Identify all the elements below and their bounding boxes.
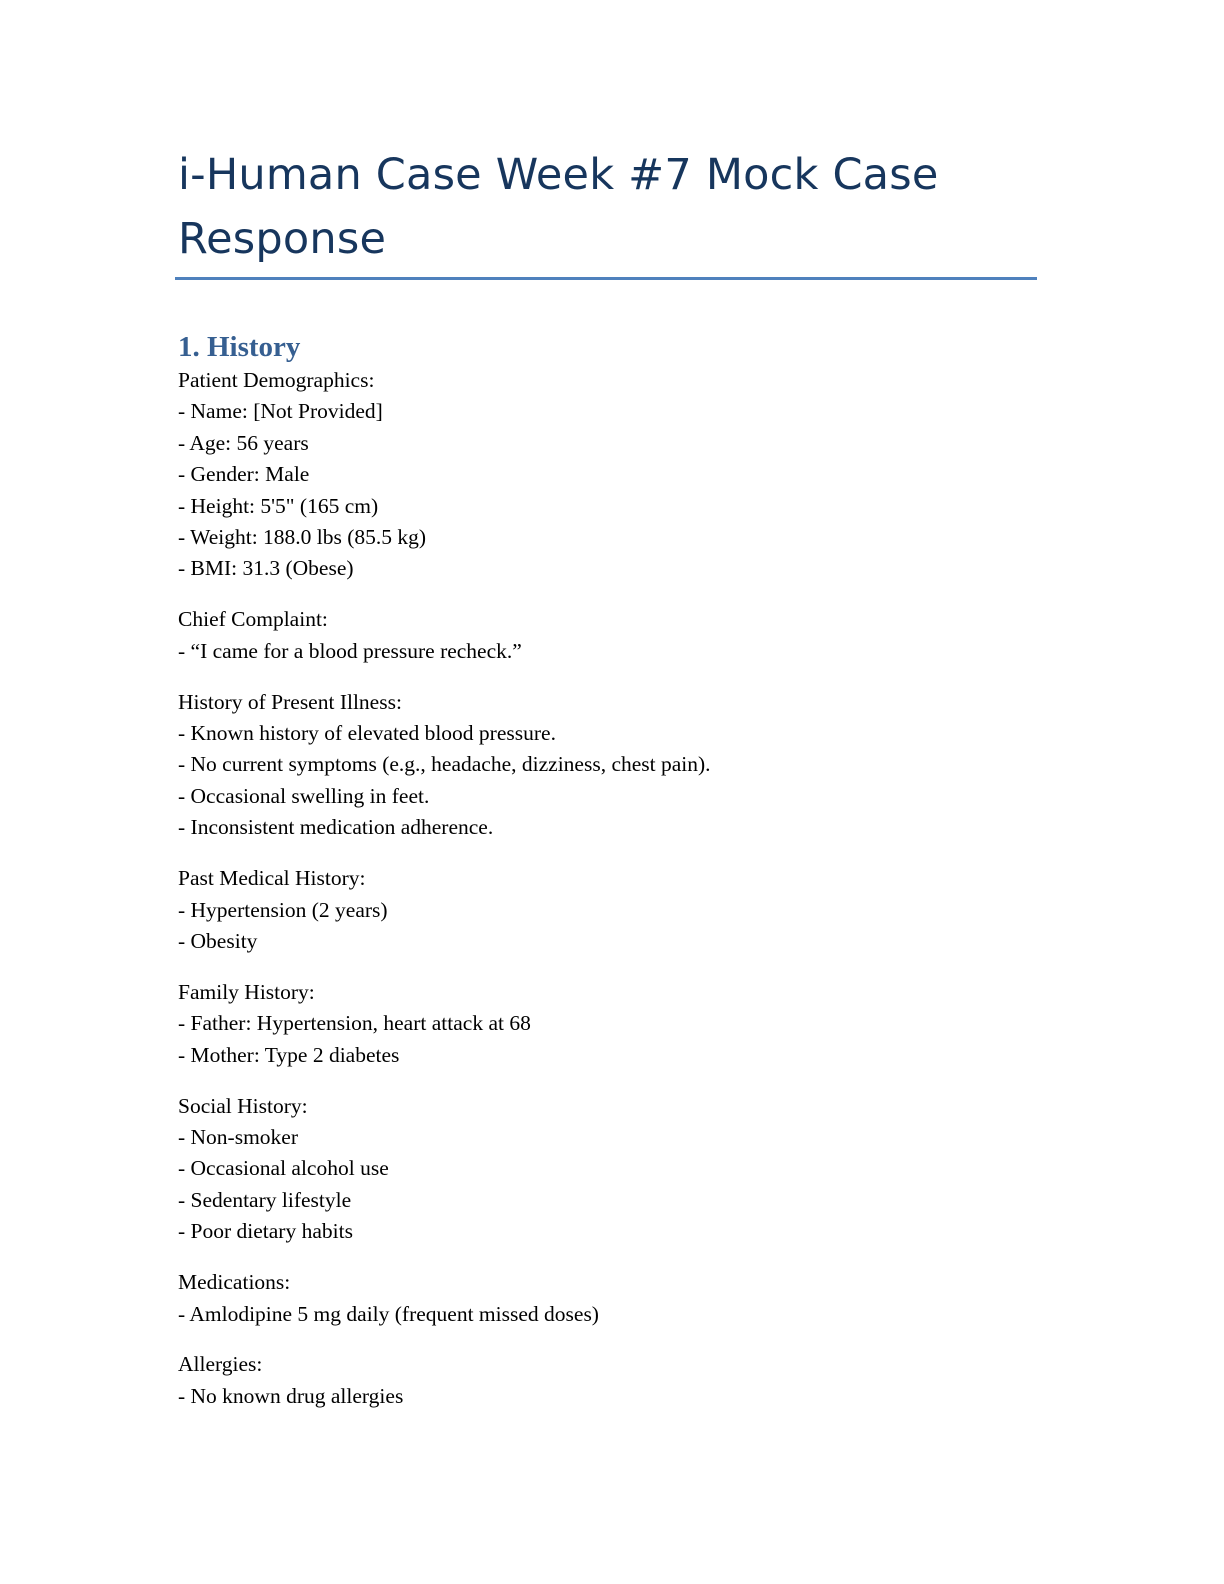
history-block-social: [178, 1091, 1038, 1248]
block-heading: History of Present Illness:: [178, 689, 402, 714]
history-block-medications: [178, 1267, 1038, 1330]
list-item: - No current symptoms (e.g., headache, dizziness, chest pain).: [178, 752, 711, 777]
list-item: - BMI: 31.3 (Obese): [178, 556, 354, 581]
history-block-chief-complaint: [178, 604, 1038, 667]
list-item: - “I came for a blood pressure recheck.”: [178, 638, 522, 663]
list-item: - Inconsistent medication adherence.: [178, 815, 494, 840]
list-item: - Occasional alcohol use: [178, 1156, 389, 1181]
block-heading: Social History:: [178, 1093, 308, 1118]
list-item: - Height: 5'5" (165 cm): [178, 493, 379, 518]
history-content: [178, 365, 1038, 1412]
title-underline-rule: [175, 277, 1037, 280]
document-title-line-1: i-Human Case Week #7 Mock Case: [178, 150, 939, 200]
section-heading-history: 1. History: [178, 331, 301, 363]
list-item: - Age: 56 years: [178, 430, 309, 455]
list-item: - Amlodipine 5 mg daily (frequent missed doses): [178, 1301, 599, 1326]
list-item: - No known drug allergies: [178, 1383, 404, 1408]
list-item: - Father: Hypertension, heart attack at 68: [178, 1011, 531, 1036]
history-block-present-illness: [178, 687, 1038, 844]
list-item: - Poor dietary habits: [178, 1219, 353, 1244]
list-item: - Weight: 188.0 lbs (85.5 kg): [178, 525, 427, 550]
list-item: - Occasional swelling in feet.: [178, 783, 430, 808]
block-heading: Chief Complaint:: [178, 607, 328, 632]
list-item: - Mother: Type 2 diabetes: [178, 1042, 400, 1067]
block-heading: Patient Demographics:: [178, 368, 375, 392]
list-item: - Sedentary lifestyle: [178, 1187, 352, 1212]
list-item: - Hypertension (2 years): [178, 897, 388, 922]
list-item: - Gender: Male: [178, 462, 310, 487]
block-heading: Past Medical History:: [178, 866, 366, 891]
list-item: - Known history of elevated blood pressure.: [178, 721, 556, 746]
history-block-family: [178, 977, 1038, 1071]
list-item: - Non-smoker: [178, 1125, 299, 1150]
history-block-allergies: [178, 1349, 1038, 1412]
list-item: - Obesity: [178, 929, 258, 953]
document-title: [178, 143, 1038, 275]
document-title-line-2: Response: [178, 214, 387, 264]
history-block-past-medical: [178, 863, 1038, 957]
history-block-patient-demographics: [178, 365, 1038, 585]
block-heading: Medications:: [178, 1270, 291, 1295]
block-heading: Family History:: [178, 979, 315, 1004]
block-heading: Allergies:: [178, 1352, 263, 1377]
document-page: [178, 143, 1038, 1412]
list-item: - Name: [Not Provided]: [178, 399, 383, 424]
